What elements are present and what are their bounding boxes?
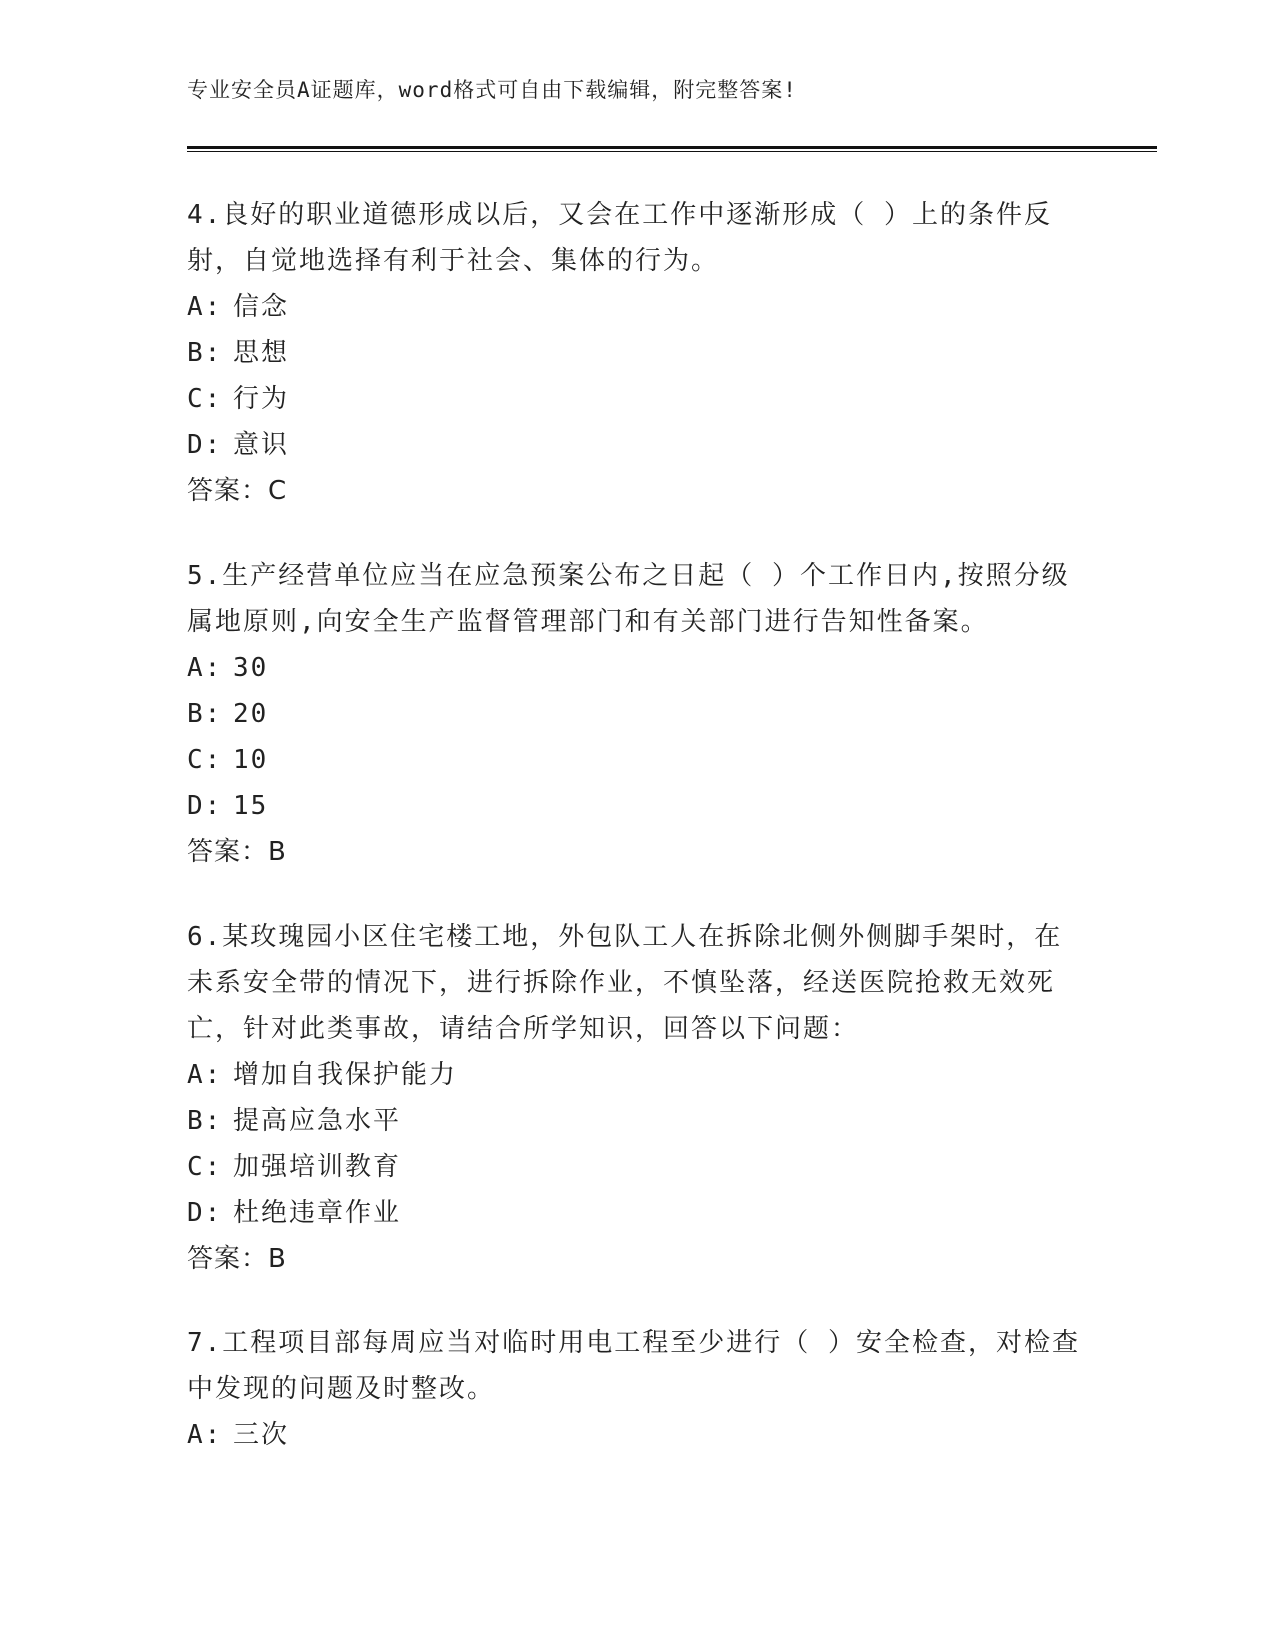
answer-value: B bbox=[268, 1244, 287, 1274]
option-text: 20 bbox=[233, 699, 269, 729]
option-a bbox=[187, 1412, 1087, 1458]
option-text: 三次 bbox=[233, 1420, 290, 1450]
option-c bbox=[187, 376, 1087, 422]
answer-label: 答案： bbox=[187, 1244, 269, 1274]
option-key: D: bbox=[187, 430, 223, 460]
answer-value: C bbox=[268, 476, 288, 506]
option-key: C: bbox=[187, 384, 223, 414]
option-text: 行为 bbox=[233, 384, 290, 414]
option-c bbox=[187, 1144, 1087, 1190]
question-5 bbox=[187, 553, 1087, 875]
answer-label: 答案： bbox=[187, 476, 269, 506]
option-b bbox=[187, 330, 1087, 376]
option-key: A: bbox=[187, 1420, 223, 1450]
option-text: 提高应急水平 bbox=[233, 1106, 402, 1136]
option-b bbox=[187, 691, 1087, 737]
option-text: 思想 bbox=[233, 338, 290, 368]
question-stem: 4.良好的职业道德形成以后，又会在工作中逐渐形成（ ）上的条件反射，自觉地选择有利于社会、集体的行为。 bbox=[187, 200, 1052, 276]
answer-label: 答案： bbox=[187, 837, 269, 867]
option-text: 杜绝违章作业 bbox=[233, 1198, 402, 1228]
option-key: B: bbox=[187, 338, 223, 368]
answer-line bbox=[187, 829, 1087, 875]
question-stem: 6.某玫瑰园小区住宅楼工地，外包队工人在拆除北侧外侧脚手架时，在未系安全带的情况下，进行拆除作业，不慎坠落，经送医院抢救无效死亡，针对此类事故，请结合所学知识，回答以下问题： bbox=[187, 922, 1063, 1044]
document-header: 专业安全员A证题库，word格式可自由下载编辑，附完整答案! bbox=[187, 78, 797, 102]
option-key: D: bbox=[187, 791, 223, 821]
option-d bbox=[187, 783, 1087, 829]
option-a bbox=[187, 645, 1087, 691]
option-key: C: bbox=[187, 1152, 223, 1182]
answer-value: B bbox=[268, 837, 287, 867]
option-d bbox=[187, 422, 1087, 468]
option-key: C: bbox=[187, 745, 223, 775]
option-d bbox=[187, 1190, 1087, 1236]
question-stem: 7.工程项目部每周应当对临时用电工程至少进行（ ）安全检查，对检查中发现的问题及时整改。 bbox=[187, 1328, 1080, 1404]
option-b bbox=[187, 1098, 1087, 1144]
answer-line bbox=[187, 468, 1087, 514]
question-4 bbox=[187, 192, 1087, 514]
option-text: 增加自我保护能力 bbox=[233, 1060, 458, 1090]
question-6 bbox=[187, 914, 1087, 1282]
header-rule-thin bbox=[187, 151, 1157, 152]
answer-line bbox=[187, 1236, 1087, 1282]
option-key: B: bbox=[187, 1106, 223, 1136]
option-key: D: bbox=[187, 1198, 223, 1228]
option-text: 信念 bbox=[233, 292, 290, 322]
option-key: A: bbox=[187, 1060, 223, 1090]
option-c bbox=[187, 737, 1087, 783]
option-key: A: bbox=[187, 292, 223, 322]
option-key: B: bbox=[187, 699, 223, 729]
option-a bbox=[187, 1052, 1087, 1098]
question-stem: 5.生产经营单位应当在应急预案公布之日起（ ）个工作日内,按照分级属地原则,向安全生产监督管理部门和有关部门进行告知性备案。 bbox=[187, 561, 1070, 637]
option-text: 30 bbox=[233, 653, 269, 683]
option-a bbox=[187, 284, 1087, 330]
question-7 bbox=[187, 1320, 1087, 1458]
option-text: 15 bbox=[233, 791, 269, 821]
option-text: 10 bbox=[233, 745, 269, 775]
option-text: 加强培训教育 bbox=[233, 1152, 402, 1182]
option-text: 意识 bbox=[233, 430, 290, 460]
option-key: A: bbox=[187, 653, 223, 683]
header-rule-thick bbox=[187, 146, 1157, 149]
